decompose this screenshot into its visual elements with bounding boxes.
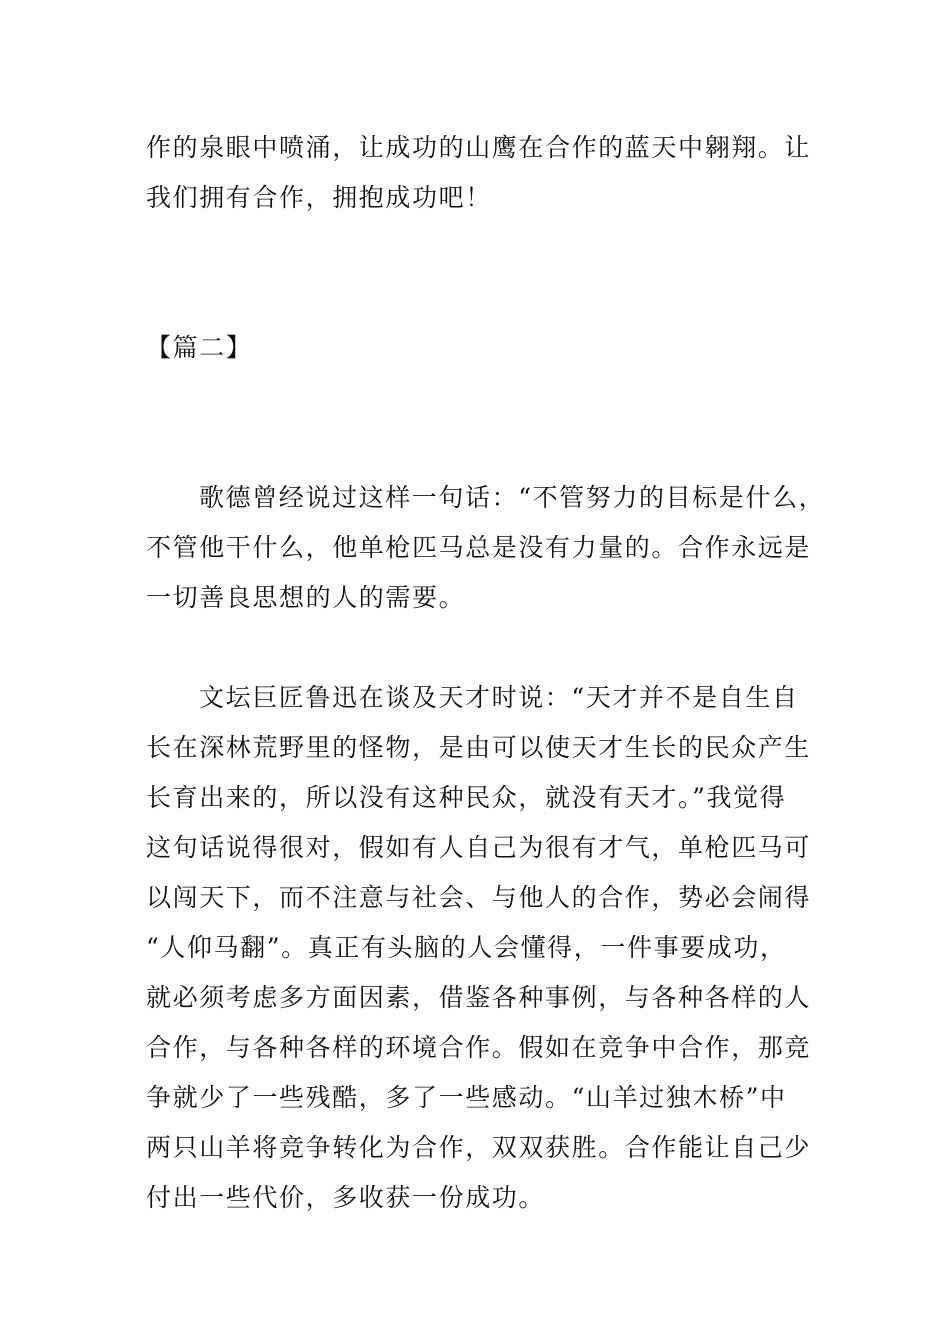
paragraph2-line-2: 长在深林荒野里的怪物，是由可以使天才生长的民众产生 (146, 733, 812, 762)
paragraph2-line-3: 长育出来的，所以没有这种民众，就没有天才。”我觉得 (146, 783, 787, 812)
paragraph2-line-10: 两只山羊将竞争转化为合作，双双获胜。合作能让自己少 (146, 1133, 812, 1162)
paragraph2-line-4: 这句话说得很对，假如有人自己为很有才气，单枪匹马可 (146, 833, 812, 862)
paragraph2-line-6: “人仰马翻”。真正有头脑的人会懂得，一件事要成功， (146, 933, 787, 962)
paragraph1-line-3: 一切善良思想的人的需要。 (146, 583, 466, 612)
paragraph1-line-1: 歌德曾经说过这样一句话：“不管努力的目标是什么， (199, 483, 826, 512)
paragraph2-line-5: 以闯天下，而不注意与社会、与他人的合作，势必会闹得 (146, 883, 812, 912)
paragraph2-line-1: 文坛巨匠鲁迅在谈及天才时说：“天才并不是自生自 (199, 683, 799, 712)
section-heading: 【篇二】 (146, 333, 253, 362)
paragraph2-line-9: 争就少了一些残酷，多了一些感动。“山羊过独木桥”中 (146, 1083, 787, 1112)
carryover-line-2: 我们拥有合作，拥抱成功吧！ (146, 183, 492, 212)
paragraph2-line-11: 付出一些代价，多收获一份成功。 (146, 1183, 546, 1212)
paragraph1-line-2: 不管他干什么，他单枪匹马总是没有力量的。合作永远是 (146, 533, 812, 562)
paragraph2-line-8: 合作，与各种各样的环境合作。假如在竞争中合作，那竞 (146, 1033, 812, 1062)
paragraph2-line-7: 就必须考虑多方面因素，借鉴各种事例，与各种各样的人 (146, 983, 812, 1012)
carryover-line-1: 作的泉眼中喷涌，让成功的山鹰在合作的蓝天中翱翔。让 (146, 133, 812, 162)
